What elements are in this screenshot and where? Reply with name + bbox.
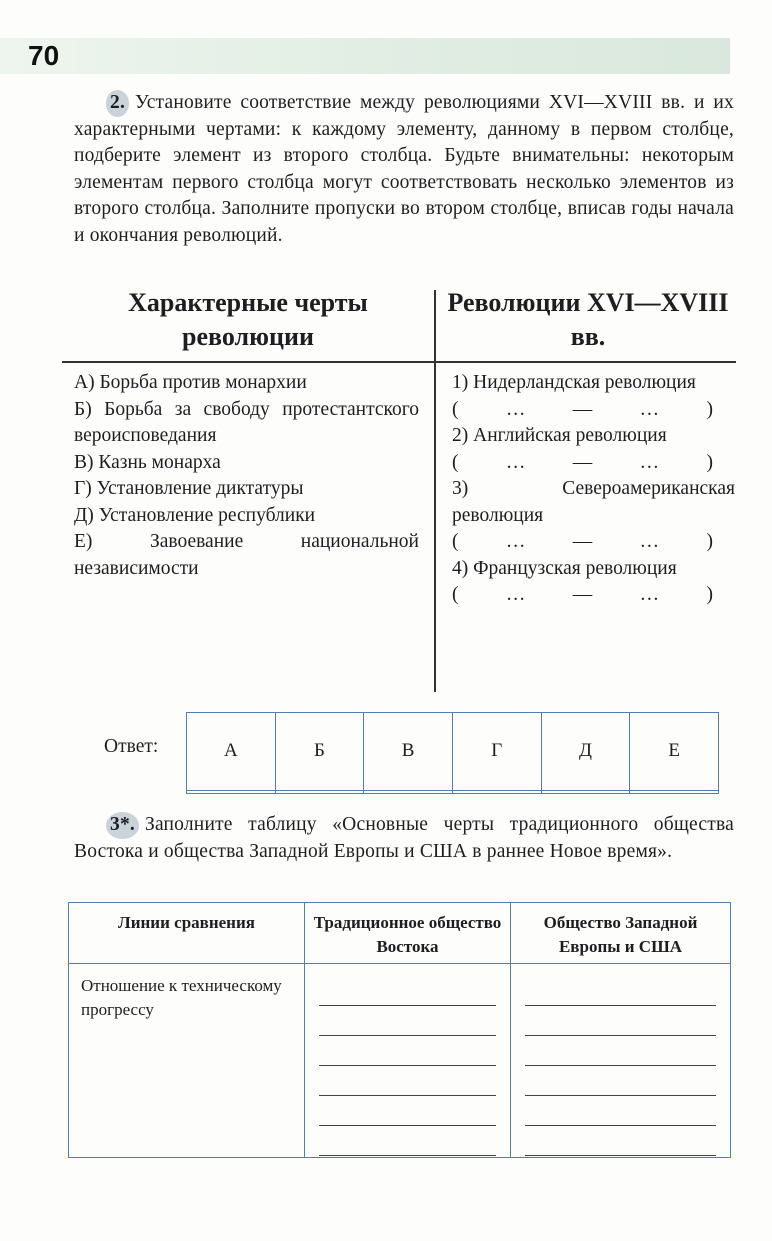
years-blank[interactable]: ( … — … ) (452, 531, 713, 552)
answer-line[interactable] (319, 1126, 496, 1156)
answer-cell[interactable] (541, 790, 630, 793)
task-3-instructions: Заполните таблицу «Основные черты традиционного общества Востока и общества Западной Европы и США в раннее Новое время». (74, 814, 734, 862)
answer-line[interactable] (525, 1006, 716, 1036)
revolution-item: 3) Североамериканская революция (452, 478, 735, 526)
comparison-header: Общество Западной Европы и США (511, 903, 731, 964)
feature-item: А) Борьба против монархии (74, 372, 307, 393)
answer-line[interactable] (319, 976, 496, 1006)
answer-line[interactable] (525, 1066, 716, 1096)
answer-line[interactable] (319, 1006, 496, 1036)
answer-letter: Б (275, 713, 364, 791)
answer-line[interactable] (525, 1126, 716, 1156)
task-3-number: 3*. (106, 812, 139, 839)
answer-line[interactable] (319, 1096, 496, 1126)
answer-letter: А (187, 713, 276, 791)
answer-cell[interactable] (187, 790, 276, 793)
answer-letter: Д (541, 713, 630, 791)
feature-item: В) Казнь монарха (74, 451, 221, 473)
comparison-row-label: Отношение к техническому прогрессу (69, 964, 305, 1158)
revolution-item: 1) Нидерландская революция (452, 372, 696, 393)
task-3-text (74, 812, 734, 865)
answer-cell[interactable] (452, 790, 541, 793)
years-blank[interactable]: ( … — … ) (452, 451, 713, 473)
features-column-header: Характерные черты революции (128, 288, 368, 351)
west-answer-lines[interactable] (511, 964, 731, 1158)
answer-label: Ответ: (104, 736, 159, 757)
feature-item: Г) Установление диктатуры (74, 478, 304, 499)
features-list (74, 370, 419, 582)
answer-cell[interactable] (630, 790, 719, 793)
revolution-table-headers (62, 286, 736, 362)
column-divider (434, 290, 436, 692)
revolution-item: 2) Английская революция (452, 425, 667, 446)
feature-item: Е) Завоевание национальной независимости (74, 531, 419, 579)
revolutions-list (452, 370, 735, 609)
task-2-instructions: Установите соответствие между революциями XVI—XVIII вв. и их характерными чертами: к каждому элементу, данному в первом столбце, подберите элемент из второго столбца. Будьте внимательны: некоторым элементам первого столбца могут соответствовать несколько элементов из второго столбца. Заполните пропуски во втором столбце, вписав годы начала и окончания революций. (74, 92, 734, 246)
page-header-band (0, 38, 730, 74)
answer-letter: В (364, 713, 453, 791)
feature-item: Б) Борьба за свободу протестантского вероисповедания (74, 398, 419, 446)
page-number: 70 (28, 40, 60, 71)
comparison-table (68, 902, 731, 1158)
answer-letter: Е (630, 713, 719, 791)
answer-cell[interactable] (275, 790, 364, 793)
feature-item: Д) Установление республики (74, 504, 316, 526)
answer-line[interactable] (525, 1036, 716, 1066)
answer-line[interactable] (319, 1036, 496, 1066)
header-divider (62, 361, 736, 363)
answer-line[interactable] (525, 1096, 716, 1126)
answer-cell[interactable] (364, 790, 453, 793)
revolution-item: 4) Французская революция (452, 557, 677, 579)
task-2-number: 2. (106, 90, 129, 117)
comparison-header: Линии сравнения (69, 903, 305, 964)
years-blank[interactable]: ( … — … ) (452, 398, 713, 420)
task-2-text (74, 90, 734, 249)
answer-line[interactable] (525, 976, 716, 1006)
revolutions-column-header: Революции XVI—XVIII вв. (447, 288, 729, 351)
answer-letter: Г (452, 713, 541, 791)
answer-line[interactable] (319, 1066, 496, 1096)
years-blank[interactable]: ( … — … ) (452, 584, 713, 605)
answer-table (186, 712, 719, 794)
east-answer-lines[interactable] (305, 964, 511, 1158)
comparison-header: Традиционное общество Востока (305, 903, 511, 964)
